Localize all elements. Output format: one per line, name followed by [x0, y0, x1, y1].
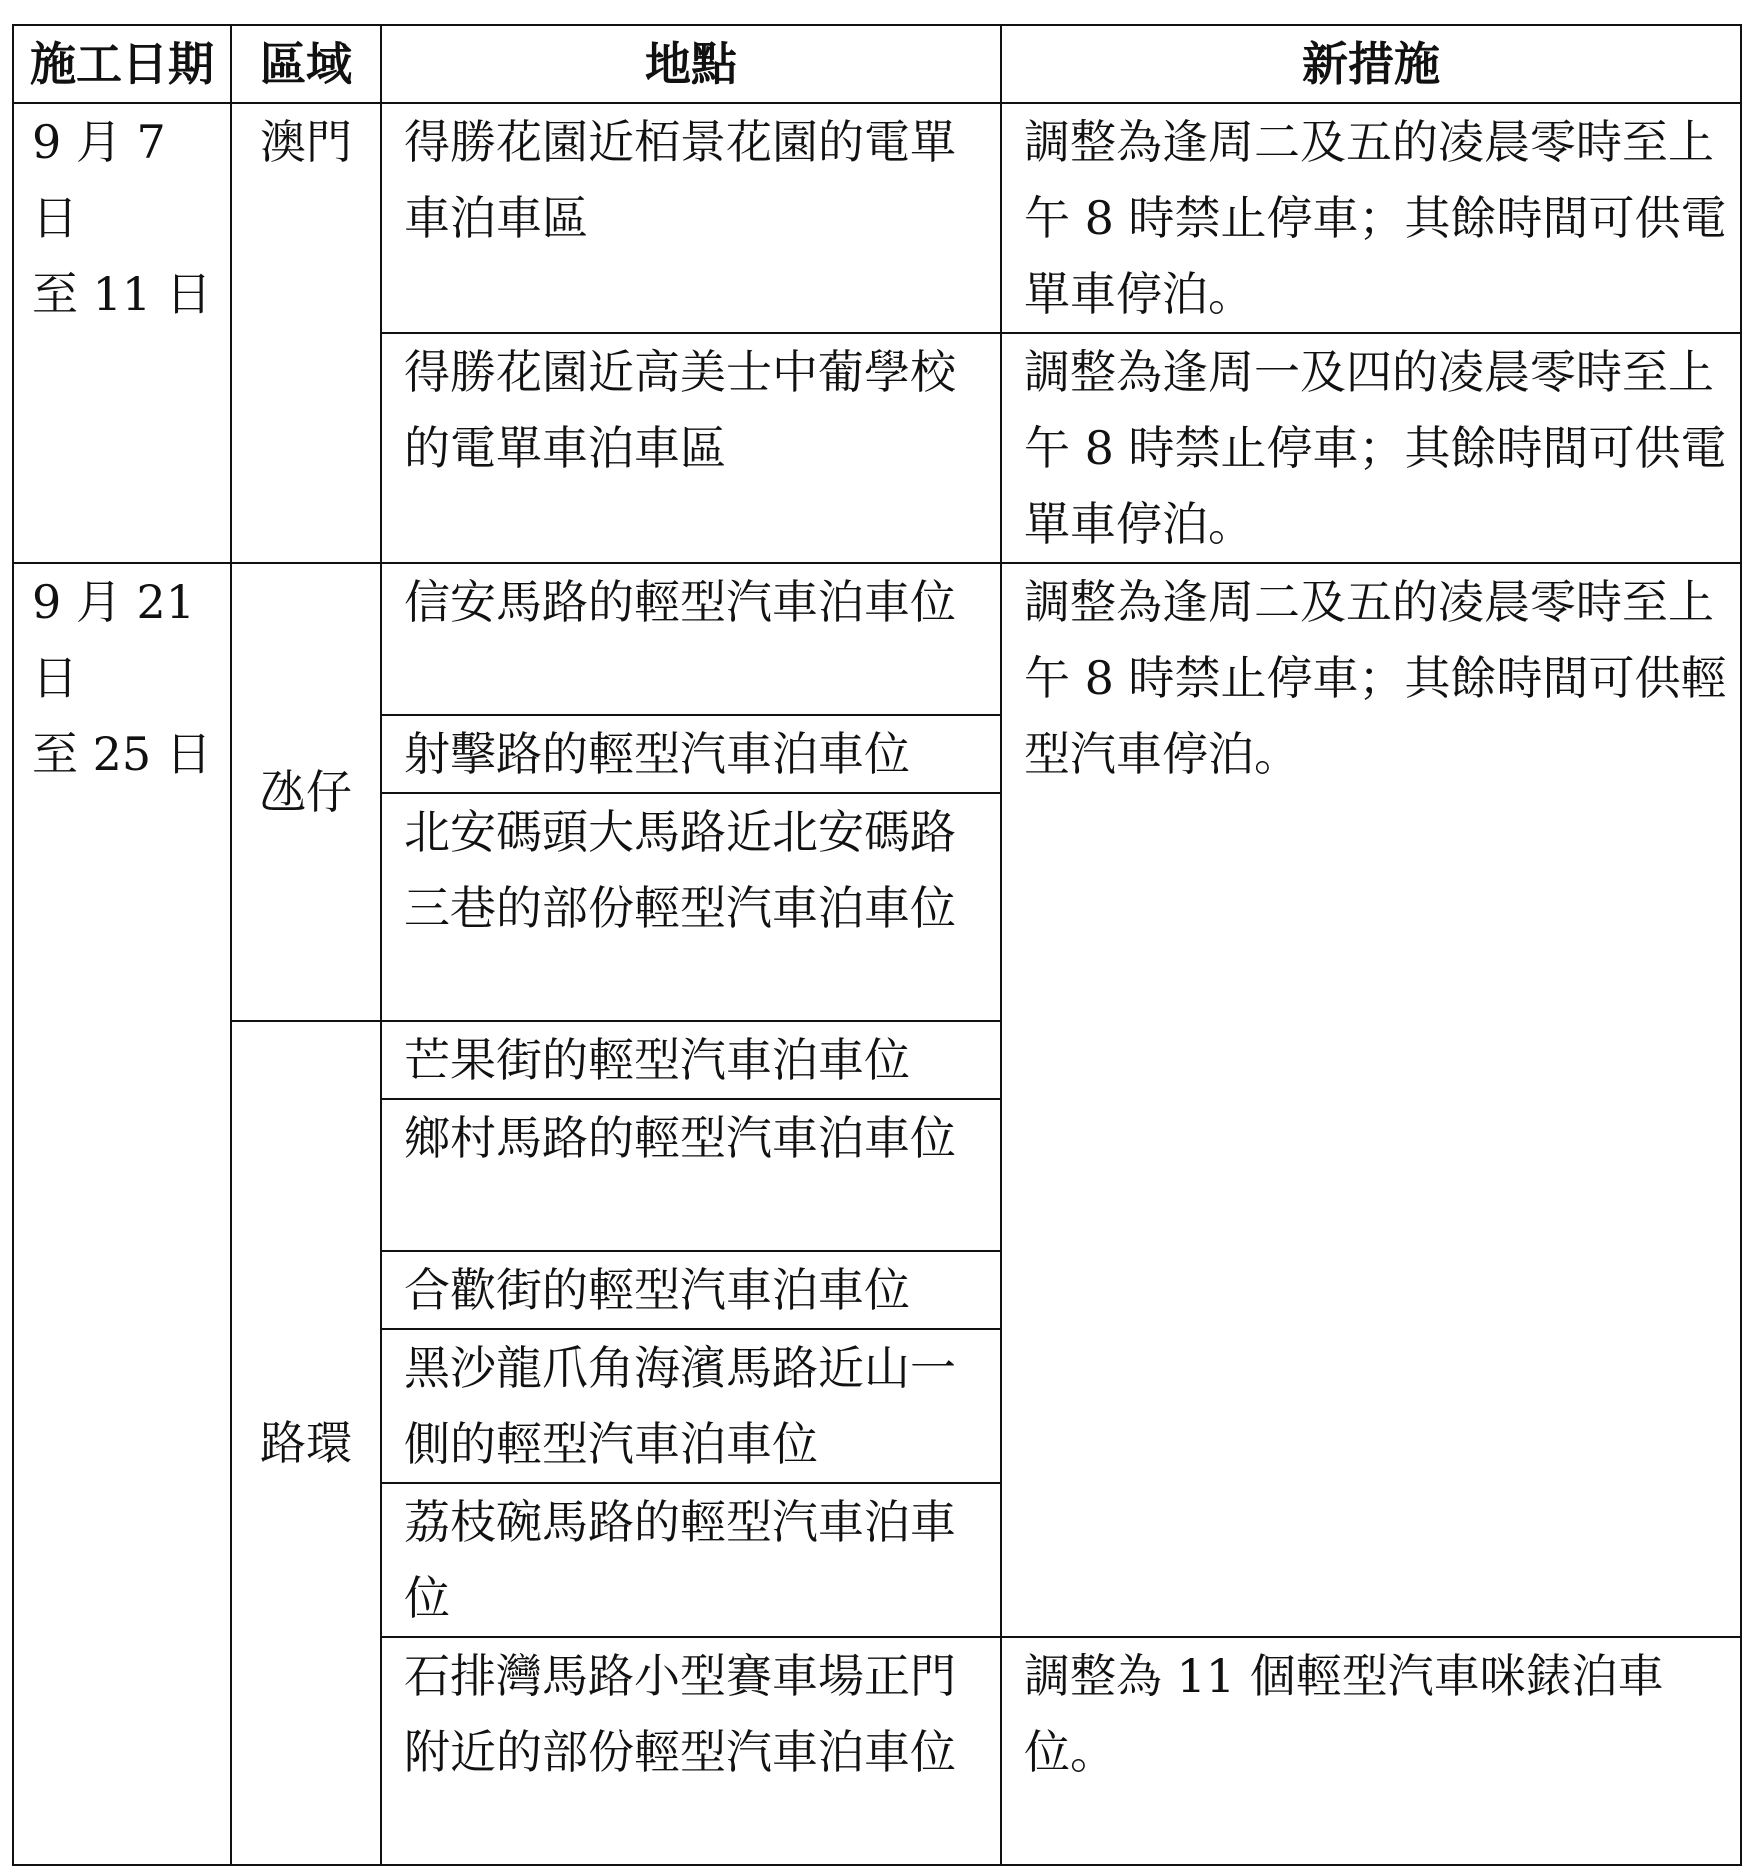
location-text: 得勝花園近高美士中葡學校的電單車泊車區 — [404, 345, 956, 475]
table-row — [13, 563, 1741, 715]
location-text: 射擊路的輕型汽車泊車位 — [404, 727, 910, 781]
measure-text: 調整為逢周二及五的凌晨零時至上午 8 時禁止停車；其餘時間可供輕型汽車停泊。 — [1024, 575, 1727, 781]
location-cell — [381, 103, 1001, 333]
area-cell — [231, 563, 381, 1021]
construction-measures-table — [12, 24, 1742, 1866]
measure-cell — [1001, 1637, 1741, 1865]
location-text: 芒果街的輕型汽車泊車位 — [404, 1033, 910, 1087]
location-text: 石排灣馬路小型賽車場正門附近的部份輕型汽車泊車位 — [404, 1649, 956, 1779]
area-label: 路環 — [260, 1416, 352, 1470]
date-cell — [13, 103, 231, 563]
area-label: 氹仔 — [260, 765, 352, 819]
header-location: 地點 — [381, 25, 1001, 103]
header-date: 施工日期 — [13, 25, 231, 103]
header-row — [13, 25, 1741, 103]
table-row — [13, 103, 1741, 333]
location-cell — [381, 715, 1001, 793]
header-area: 區域 — [231, 25, 381, 103]
measure-cell — [1001, 103, 1741, 333]
header-measure: 新措施 — [1001, 25, 1741, 103]
location-cell — [381, 1483, 1001, 1637]
location-cell — [381, 793, 1001, 1021]
location-cell — [381, 333, 1001, 563]
location-text: 鄉村馬路的輕型汽車泊車位 — [404, 1111, 956, 1165]
date-line: 9 月 7 日 — [32, 115, 166, 245]
location-cell — [381, 563, 1001, 715]
measure-text: 調整為逢周一及四的凌晨零時至上午 8 時禁止停車；其餘時間可供電單車停泊。 — [1024, 345, 1727, 551]
location-text: 黑沙龍爪角海濱馬路近山一側的輕型汽車泊車位 — [404, 1341, 956, 1471]
date-line: 至 25 日 — [32, 727, 212, 781]
location-cell — [381, 1251, 1001, 1329]
date-line: 9 月 21 日 — [32, 575, 196, 705]
area-cell — [231, 1021, 381, 1865]
location-text: 信安馬路的輕型汽車泊車位 — [404, 575, 956, 629]
location-cell — [381, 1099, 1001, 1251]
location-cell — [381, 1637, 1001, 1865]
date-line: 至 11 日 — [32, 267, 212, 321]
measure-text: 調整為 11 個輕型汽車咪錶泊車位。 — [1024, 1649, 1664, 1779]
location-text: 得勝花園近栢景花園的電單車泊車區 — [404, 115, 956, 245]
area-label: 澳門 — [260, 115, 352, 169]
location-cell — [381, 1329, 1001, 1483]
measure-cell — [1001, 563, 1741, 1637]
area-cell — [231, 103, 381, 563]
date-cell — [13, 563, 231, 1865]
location-cell — [381, 1021, 1001, 1099]
location-text: 荔枝碗馬路的輕型汽車泊車位 — [404, 1495, 956, 1625]
measure-text: 調整為逢周二及五的凌晨零時至上午 8 時禁止停車；其餘時間可供電單車停泊。 — [1024, 115, 1727, 321]
location-text: 合歡街的輕型汽車泊車位 — [404, 1263, 910, 1317]
measure-cell — [1001, 333, 1741, 563]
location-text: 北安碼頭大馬路近北安碼路三巷的部份輕型汽車泊車位 — [404, 805, 956, 935]
